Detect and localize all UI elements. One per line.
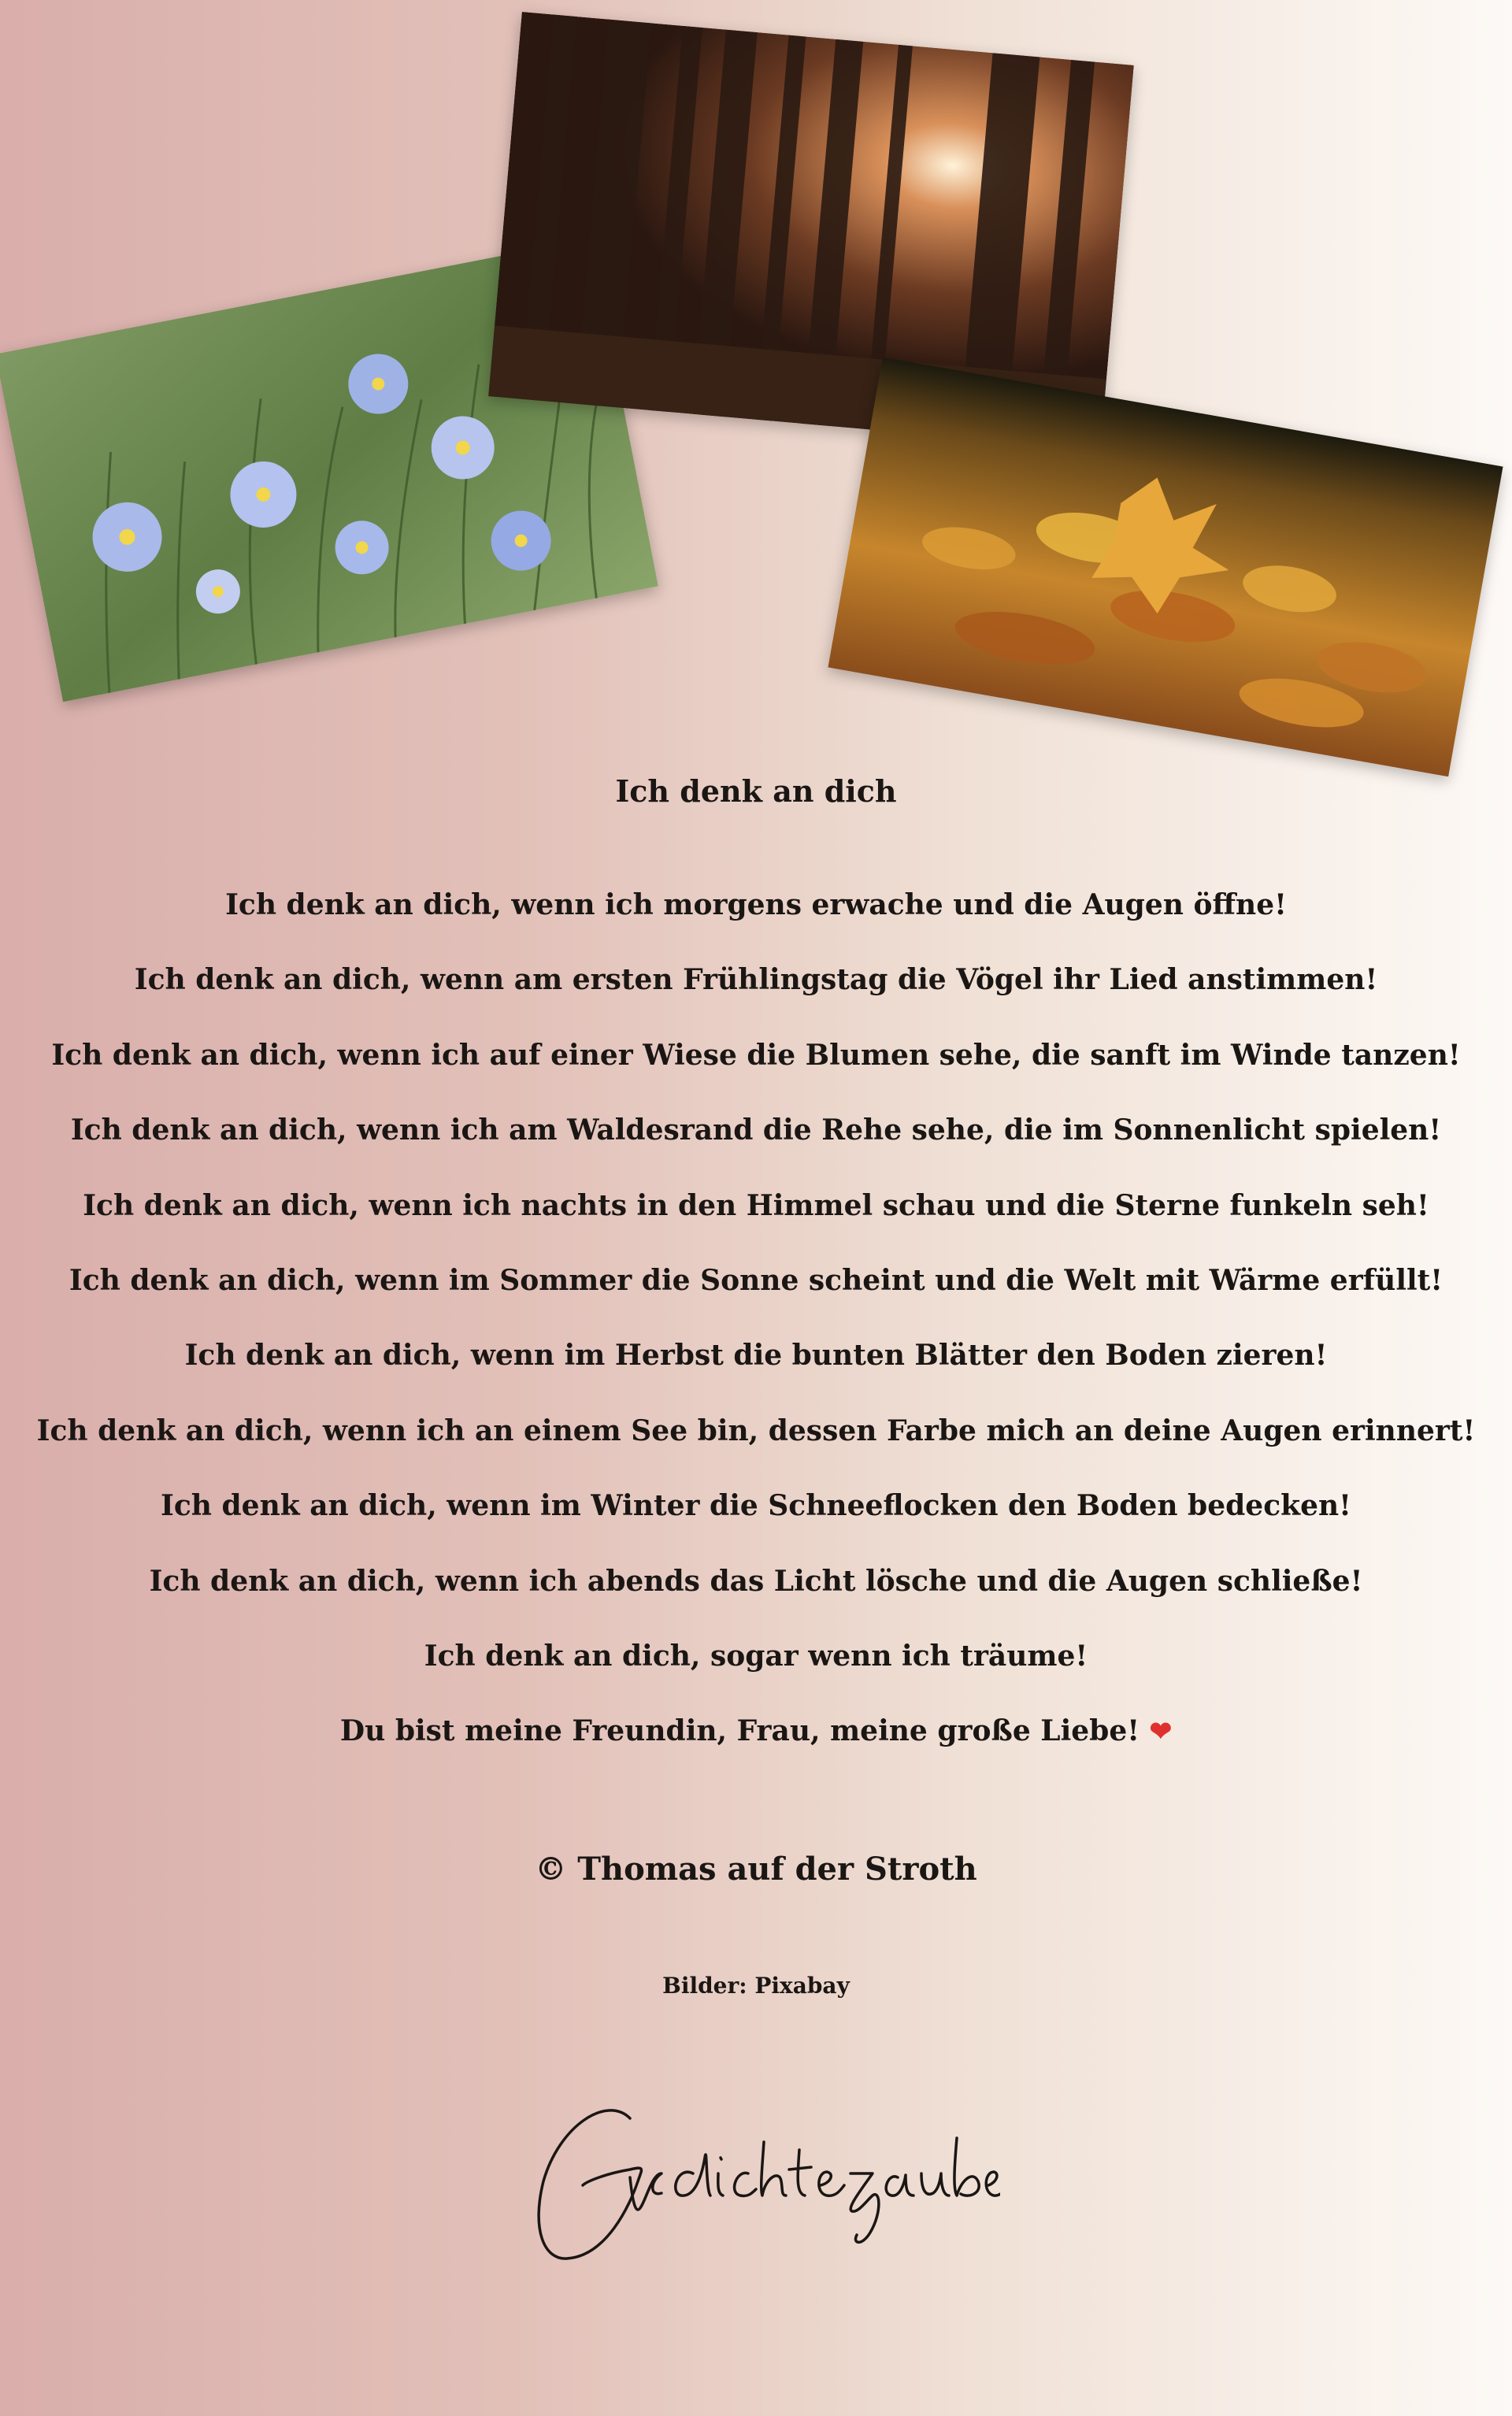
image-credit: Bilder: Pixabay [662, 1973, 850, 1999]
poem-line: Ich denk an dich, wenn im Sommer die Sonne scheint und die Welt mit Wärme erfüllt! [69, 1263, 1443, 1297]
poem-line: Ich denk an dich, wenn im Winter die Schneeflocken den Boden bedecken! [161, 1489, 1351, 1523]
poem [0, 768, 1512, 1783]
autumn-leaves-photo [828, 358, 1503, 777]
poem-line: Ich denk an dich, wenn ich morgens erwache und die Augen öffne! [225, 888, 1287, 921]
poem-title: Ich denk an dich [615, 773, 897, 809]
heart-icon: ❤ [1149, 1716, 1173, 1748]
poem-line: Ich denk an dich, wenn ich auf einer Wiese die Blumen sehe, die sanft im Winde tanzen! [51, 1038, 1461, 1072]
poem-line: Ich denk an dich, wenn ich nachts in den Himmel schau und die Sterne funkeln seh! [83, 1188, 1429, 1222]
signature-logo [512, 2063, 1000, 2284]
poem-line: Ich denk an dich, wenn im Herbst die bunten Blätter den Boden zieren! [184, 1339, 1328, 1373]
poem-line: Ich denk an dich, wenn ich abends das Licht lösche und die Augen schließe! [149, 1564, 1363, 1598]
poem-line: Ich denk an dich, sogar wenn ich träume! [424, 1639, 1088, 1673]
poem-line-text: Du bist meine Freundin, Frau, meine große Liebe! [339, 1714, 1140, 1748]
poem-line: Ich denk an dich, wenn ich am Waldesrand die Rehe sehe, die im Sonnenlicht spielen! [70, 1114, 1442, 1147]
poem-lines [0, 881, 1512, 1783]
poem-line: Ich denk an dich, wenn ich an einem See bin, dessen Farbe mich an deine Augen erinnert! [36, 1414, 1476, 1447]
author-copyright: © Thomas auf der Stroth [535, 1851, 977, 1888]
poem-last-line [0, 1707, 1512, 1782]
poem-line: Ich denk an dich, wenn am ersten Frühlingstag die Vögel ihr Lied anstimmen! [134, 963, 1378, 997]
